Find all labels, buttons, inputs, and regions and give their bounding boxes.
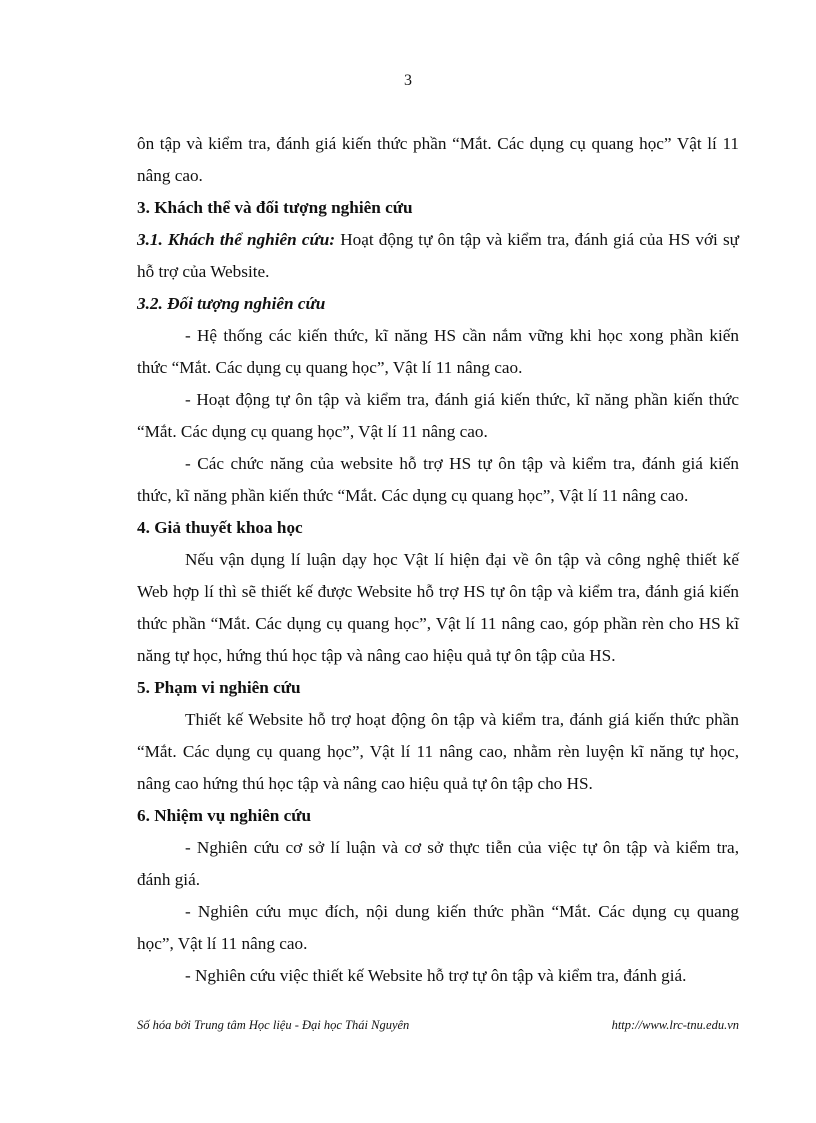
section-4-heading: 4. Giả thuyết khoa học <box>137 518 303 537</box>
hypothesis-paragraph: Nếu vận dụng lí luận dạy học Vật lí hiện đại về ôn tập và công nghệ thiết kế Web hợp lí thì sẽ thiết kế được Website hỗ trợ HS tự ôn tập và kiểm tra, đánh giá kiến thức phần “Mắt. Các dụng cụ quang học”, Vật lí 11 nâng cao, góp phần rèn cho HS kĩ năng tự học, hứng thú học tập và nâng cao hiệu quả tự ôn tập của HS. <box>137 550 739 665</box>
footer-url: http://www.lrc-tnu.edu.vn <box>611 1018 739 1032</box>
task-item-1: - Nghiên cứu cơ sở lí luận và cơ sở thực tiễn của việc tự ôn tập và kiểm tra, đánh giá. <box>137 838 739 889</box>
subsection-3-1-label: 3.1. Khách thể nghiên cứu: <box>137 230 336 249</box>
section-6-heading: 6. Nhiệm vụ nghiên cứu <box>137 806 312 825</box>
page-footer <box>137 1018 739 1033</box>
subsection-3-2-heading: 3.2. Đối tượng nghiên cứu <box>137 294 326 313</box>
objective-item-2: - Hoạt động tự ôn tập và kiểm tra, đánh giá kiến thức, kĩ năng phần kiến thức “Mắt. Các dụng cụ quang học”, Vật lí 11 nâng cao. <box>137 390 739 441</box>
section-3-heading: 3. Khách thể và đối tượng nghiên cứu <box>137 198 413 217</box>
page-number: 3 <box>404 72 412 89</box>
document-body <box>137 128 739 992</box>
intro-paragraph: ôn tập và kiểm tra, đánh giá kiến thức phần “Mắt. Các dụng cụ quang học” Vật lí 11 nâng cao. <box>137 134 739 185</box>
subsection-3-1-text: Hoạt động tự ôn tập và kiểm tra, đánh giá của HS với sự hỗ trợ của Website. <box>137 230 739 281</box>
objective-item-1: - Hệ thống các kiến thức, kĩ năng HS cần nắm vững khi học xong phần kiến thức “Mắt. Các dụng cụ quang học”, Vật lí 11 nâng cao. <box>137 326 739 377</box>
scope-paragraph: Thiết kế Website hỗ trợ hoạt động ôn tập và kiểm tra, đánh giá kiến thức phần “Mắt. Các dụng cụ quang học”, Vật lí 11 nâng cao, nhằm rèn luyện kĩ năng tự học, nâng cao hứng thú học tập và nâng cao hiệu quả tự ôn tập cho HS. <box>137 710 739 793</box>
task-item-2: - Nghiên cứu mục đích, nội dung kiến thức phần “Mắt. Các dụng cụ quang học”, Vật lí 11 nâng cao. <box>137 902 739 953</box>
subsection-3-1-paragraph <box>137 224 739 288</box>
objective-item-3: - Các chức năng của website hỗ trợ HS tự ôn tập và kiểm tra, đánh giá kiến thức, kĩ năng phần kiến thức “Mắt. Các dụng cụ quang học”, Vật lí 11 nâng cao. <box>137 454 739 505</box>
footer-source: Số hóa bởi Trung tâm Học liệu - Đại học Thái Nguyên <box>137 1018 410 1032</box>
section-5-heading: 5. Phạm vi nghiên cứu <box>137 678 301 697</box>
task-item-3: - Nghiên cứu việc thiết kế Website hỗ trợ tự ôn tập và kiểm tra, đánh giá. <box>185 966 687 985</box>
